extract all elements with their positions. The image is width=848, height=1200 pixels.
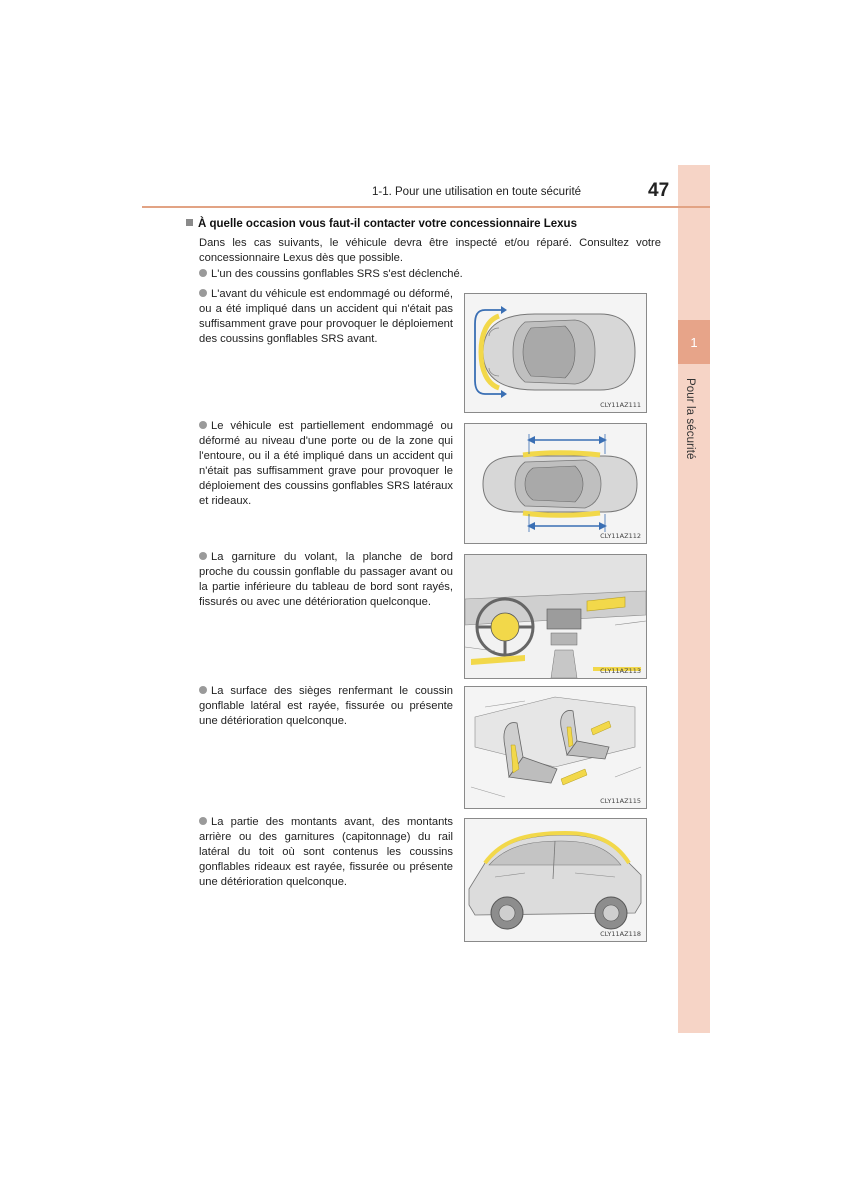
page-number: 47 xyxy=(648,180,670,201)
bullet-item xyxy=(199,550,453,610)
figure-side-damage xyxy=(464,423,647,544)
bullet-item xyxy=(199,268,463,280)
dashboard-illustration xyxy=(465,555,646,678)
header-rule xyxy=(142,206,710,208)
bullet-item xyxy=(199,684,453,729)
bullet-text: La surface des sièges renfermant le coussin gonflable latéral est rayée, fissurée ou présente une détérioration quelconque. xyxy=(199,685,453,727)
bullet-text: La partie des montants avant, des montants arrière ou des garnitures (capitonnage) du rail latéral du toit où sont contenus les coussins gonflables rideaux est rayée, fissurée ou présente une détérioration quelconque. xyxy=(199,816,453,888)
round-bullet-icon xyxy=(199,817,207,825)
figure-roof-rail xyxy=(464,818,647,942)
bullet-text: Le véhicule est partiellement endommagé ou déformé au niveau d'une porte ou de la zone qui l'entoure, ou il a été impliqué dans un accident qui n'était pas suffisamment grave pour provoquer le déploiement des coussins gonflables SRS latéraux et rideaux. xyxy=(199,420,453,507)
bullet-text: La garniture du volant, la planche de bord proche du coussin gonflable du passager avant ou la partie inférieure du tableau de bord sont rayés, fissurés ou avec une détérioration quelconque. xyxy=(199,551,453,608)
bullet-item xyxy=(199,419,453,509)
square-bullet-icon xyxy=(186,219,193,226)
round-bullet-icon xyxy=(199,686,207,694)
figure-front-damage xyxy=(464,293,647,413)
bullet-item xyxy=(199,287,453,347)
car-side-cutaway-illustration xyxy=(465,819,646,941)
figure-seats xyxy=(464,686,647,809)
figure-dashboard xyxy=(464,554,647,679)
chapter-side-tab xyxy=(678,165,710,1033)
section-heading xyxy=(186,218,577,230)
section-heading-text: À quelle occasion vous faut-il contacter votre concessionnaire Lexus xyxy=(198,218,577,230)
bullet-text: L'un des coussins gonflables SRS s'est déclenché. xyxy=(211,268,463,280)
round-bullet-icon xyxy=(199,269,207,277)
intro-paragraph: Dans les cas suivants, le véhicule devra être inspecté et/ou réparé. Consultez votre concessionnaire Lexus dès que possible. xyxy=(199,237,661,264)
figure-code: CLY11AZ112 xyxy=(600,532,641,540)
round-bullet-icon xyxy=(199,289,207,297)
car-top-view-side-illustration xyxy=(465,424,646,543)
bullet-text: L'avant du véhicule est endommagé ou déformé, ou a été impliqué dans un accident qui n'était pas suffisamment grave pour provoquer le déploiement des coussins gonflables SRS avant. xyxy=(199,288,453,345)
chapter-title: Pour la sécurité xyxy=(684,378,696,460)
figure-code: CLY11AZ115 xyxy=(600,797,641,805)
figure-code: CLY11AZ113 xyxy=(600,667,641,675)
round-bullet-icon xyxy=(199,552,207,560)
running-header: 1-1. Pour une utilisation en toute sécurité xyxy=(372,186,582,198)
figure-code: CLY11AZ111 xyxy=(600,401,641,409)
bullet-item xyxy=(199,815,453,890)
chapter-number-tab[interactable]: 1 xyxy=(678,320,710,364)
figure-code: CLY11AZ118 xyxy=(600,930,641,938)
round-bullet-icon xyxy=(199,421,207,429)
seats-illustration xyxy=(465,687,646,808)
car-top-view-illustration xyxy=(465,294,646,412)
